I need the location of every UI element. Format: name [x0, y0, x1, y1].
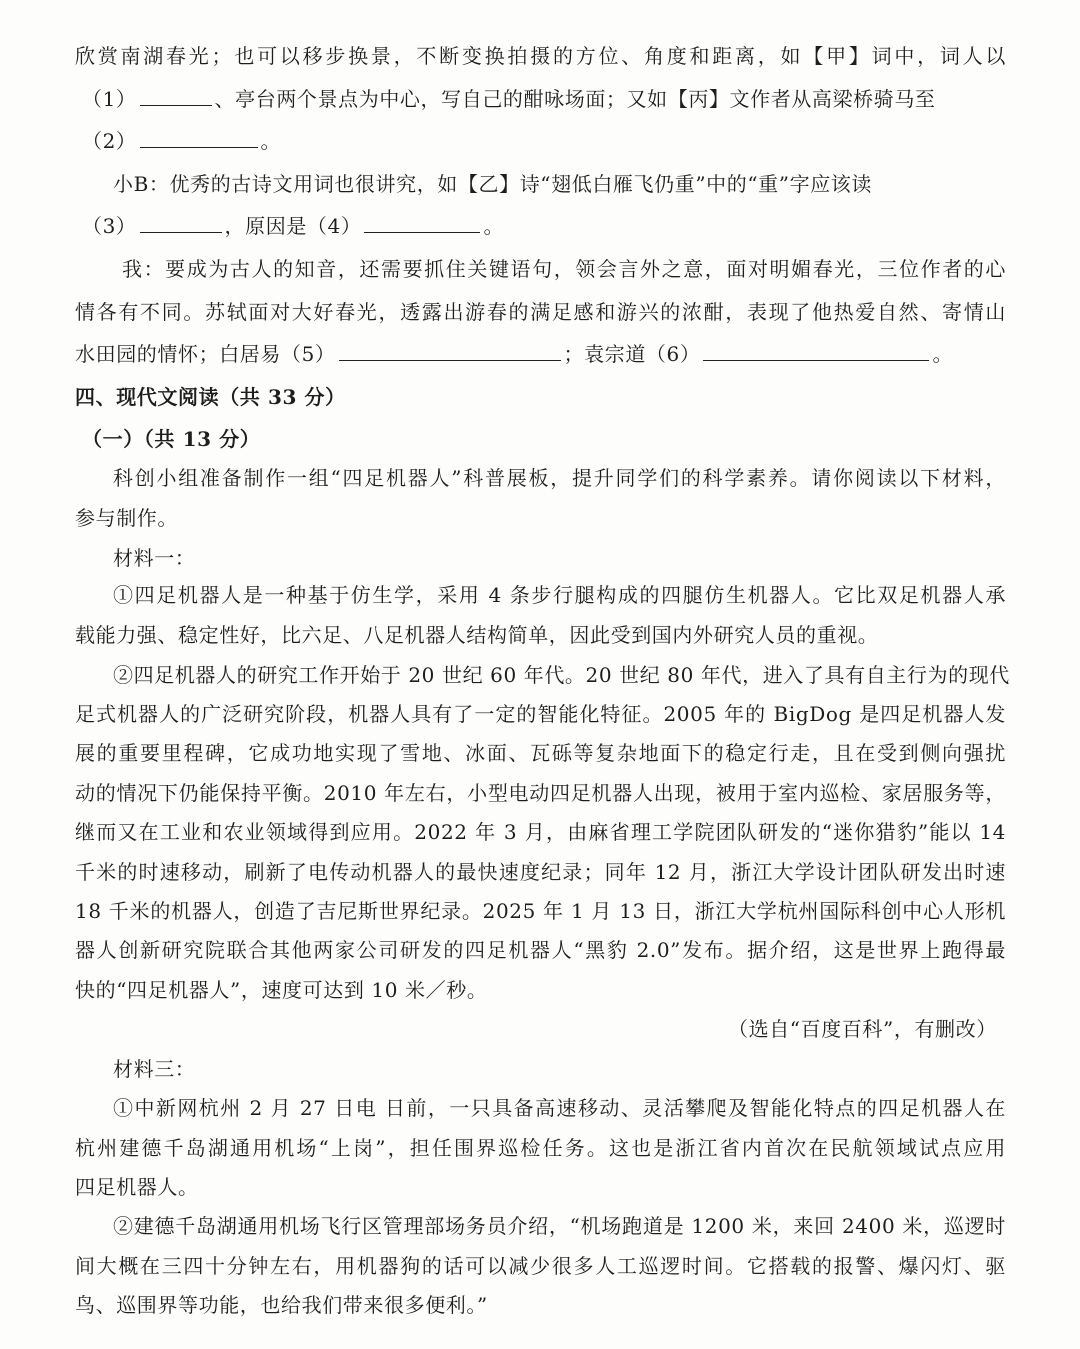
text-line: 参与制作。: [75, 506, 178, 530]
text-line: 四足机器人。: [75, 1175, 199, 1199]
answer-blank-3[interactable]: [140, 214, 222, 233]
text-line: ②建德千岛湖通用机场飞行区管理部场务员介绍，“机场跑道是 1200 米，来回 2400 米，巡逻时: [113, 1214, 1006, 1238]
text-line: 间大概在三四十分钟左右，用机器狗的话可以减少很多人工巡逻时间。它搭载的报警、爆闪灯、驱: [75, 1254, 1006, 1278]
material-heading: 材料三：: [113, 1057, 196, 1081]
text-line: ①四足机器人是一种基于仿生学，采用 4 条步行腿构成的四腿仿生机器人。它比双足机器人承: [113, 583, 1006, 607]
fill-line-2: [82, 129, 281, 153]
source-citation: （选自“百度百科”，有删改）: [728, 1017, 997, 1041]
text-segment: 。: [483, 214, 505, 238]
text-segment: ，原因是（4）: [224, 214, 362, 238]
text-segment: 。: [260, 129, 282, 153]
text-line: 鸟、巡围界等功能，也给我们带来很多便利。”: [75, 1293, 488, 1317]
text-line: 我：要成为古人的知音，还需要抓住关键语句，领会言外之意，面对明媚春光，三位作者的心: [122, 257, 1006, 281]
fill-line-1: [82, 87, 936, 111]
blank-number-2: （2）: [82, 129, 137, 153]
text-line: 足式机器人的广泛研究阶段，机器人具有了一定的智能化特征。2005 年的 BigDog 是四足机器人发: [75, 702, 1006, 726]
text-segment: 水田园的情怀；白居易（5）: [75, 342, 336, 366]
answer-blank-1[interactable]: [140, 87, 212, 106]
text-line: 展的重要里程碑，它成功地实现了雪地、冰面、瓦砾等复杂地面下的稳定行走，且在受到侧向强扰: [75, 741, 1006, 765]
text-line: 动的情况下仍能保持平衡。2010 年左右，小型电动四足机器人出现，被用于室内巡检、家居服务等，: [75, 781, 1006, 805]
blank-number-1: （1）: [82, 87, 137, 111]
text-line: ①中新网杭州 2 月 27 日电 日前，一只具备高速移动、灵活攀爬及智能化特点的四足机器人在: [113, 1096, 1006, 1120]
text-line: 千米的时速移动，刷新了电传动机器人的最快速度纪录；同年 12 月，浙江大学设计团队研发出时速: [75, 860, 1006, 884]
subsection-heading: （一）（共 13 分）: [82, 427, 261, 451]
text-line: 欣赏南湖春光；也可以移步换景，不断变换拍摄的方位、角度和距离，如【甲】词中，词人以: [75, 44, 1006, 68]
fill-line-4: [75, 342, 953, 366]
text-segment: 、亭台两个景点为中心，写自己的酣咏场面；又如【丙】文作者从高梁桥骑马至: [214, 87, 936, 111]
material-heading: 材料一：: [113, 546, 196, 570]
text-line: 情各有不同。苏轼面对大好春光，透露出游春的满足感和游兴的浓酣，表现了他热爱自然、寄情山: [75, 300, 1006, 324]
section-heading: 四、现代文阅读（共 33 分）: [75, 385, 346, 409]
text-segment: 。: [932, 342, 954, 366]
text-line: 快的“四足机器人”，速度可达到 10 米／秒。: [75, 978, 488, 1002]
fill-line-3: [82, 214, 504, 238]
answer-blank-5[interactable]: [339, 342, 561, 361]
text-line: ②四足机器人的研究工作开始于 20 世纪 60 年代。20 世纪 80 年代，进入了具有自主行为的现代: [113, 663, 1010, 687]
answer-blank-2[interactable]: [140, 129, 258, 148]
text-segment: ；袁宗道（6）: [563, 342, 701, 366]
text-line: 器人创新研究院联合其他两家公司研发的四足机器人“黑豹 2.0”发布。据介绍，这是世界上跑得最: [75, 938, 1006, 962]
text-line: 继而又在工业和农业领域得到应用。2022 年 3 月，由麻省理工学院团队研发的“迷你猎豹”能以 14: [75, 820, 1006, 844]
text-line: 载能力强、稳定性好，比六足、八足机器人结构简单，因此受到国内外研究人员的重视。: [75, 623, 879, 647]
text-line: 小B：优秀的古诗文用词也很讲究，如【乙】诗“翅低白雁飞仍重”中的“重”字应该读: [113, 172, 872, 196]
blank-number-3: （3）: [82, 214, 137, 238]
answer-blank-4[interactable]: [364, 214, 480, 233]
text-line: 18 千米的机器人，创造了吉尼斯世界纪录。2025 年 1 月 13 日，浙江大学杭州国际科创中心人形机: [75, 899, 1006, 923]
text-line: 杭州建德千岛湖通用机场“上岗”，担任围界巡检任务。这也是浙江省内首次在民航领域试点应用: [75, 1136, 1006, 1160]
answer-blank-6[interactable]: [703, 342, 929, 361]
text-line: 科创小组准备制作一组“四足机器人”科普展板，提升同学们的科学素养。请你阅读以下材料，: [113, 466, 1006, 490]
